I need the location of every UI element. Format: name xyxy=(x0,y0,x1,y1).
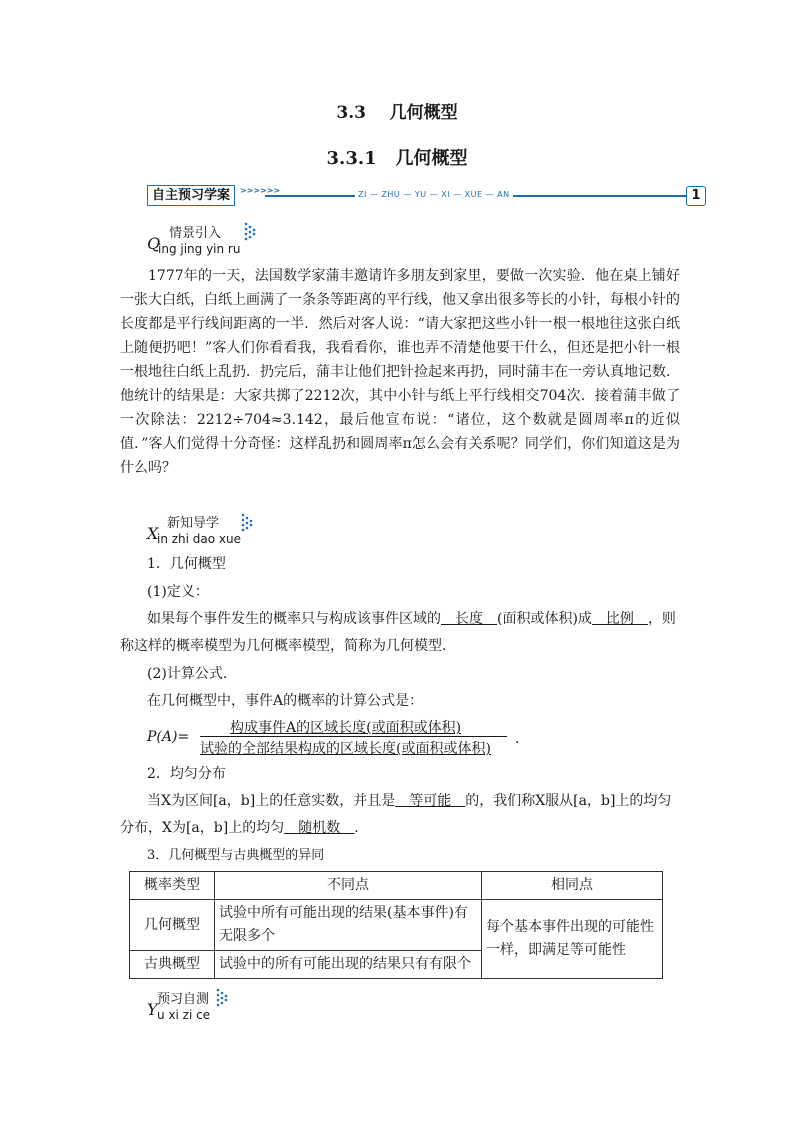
self-test-letter: Y xyxy=(147,1000,158,1019)
fraction-bar xyxy=(200,736,507,737)
table-row xyxy=(130,900,663,951)
item-2-heading: 2．均匀分布 xyxy=(147,766,226,782)
blank-equally-likely: 等可能 xyxy=(395,793,466,809)
formula-label: (2)计算公式． xyxy=(147,666,237,682)
banner-arrows: >>>>>> xyxy=(240,186,281,195)
table-header: 不同点 xyxy=(215,872,482,900)
formula-numerator: 构成事件A的区域长度(或面积或体积) xyxy=(230,720,462,736)
uniform-text-c: 分布，X为[a，b]上的均匀 xyxy=(120,820,285,836)
definition-text-a: 如果每个事件发生的概率只与构成该事件区域的 xyxy=(147,611,441,627)
uniform-line-1 xyxy=(147,789,671,813)
uniform-text-a: 当X为区间[a，b]上的任意实数，并且是 xyxy=(147,793,396,809)
table-cell-same: 每个基本事件出现的可能性一样，即满足等可能性 xyxy=(482,900,663,979)
section-title xyxy=(0,98,794,123)
uniform-line-2 xyxy=(120,816,368,840)
formula-lhs: P(A)= xyxy=(147,729,190,745)
item-1-heading: 1．几何概型 xyxy=(147,556,226,572)
formula-intro: 在几何概型中，事件A的概率的计算公式是： xyxy=(147,693,424,709)
uniform-text-d: ． xyxy=(354,820,369,836)
new-knowledge-pinyin: in zhi dao xue xyxy=(157,532,242,546)
banner-pinyin: ZI — ZHU — YU — XI — XUE — AN xyxy=(355,190,513,199)
new-knowledge-title: 新知导学 xyxy=(167,516,220,531)
table-cell-type: 几何概型 xyxy=(130,900,215,951)
intro-letter: Q xyxy=(147,234,161,253)
item-3-heading: 3．几何概型与古典概型的异同 xyxy=(147,848,325,863)
definition-line-2: 称这样的概率模型为几何概率模型，简称为几何模型． xyxy=(120,638,456,654)
definition-text-c: ，则 xyxy=(647,611,676,627)
dots-icon xyxy=(241,513,255,535)
banner-number: 1 xyxy=(686,186,706,206)
definition-text-b: (面积或体积)成 xyxy=(497,611,592,627)
banner-label: 自主预习学案 xyxy=(147,185,235,206)
blank-random-number: 随机数 xyxy=(284,820,355,836)
table-header: 相同点 xyxy=(482,872,663,900)
subsection-name: 几何概型 xyxy=(395,148,468,169)
blank-length: 长度 xyxy=(441,611,497,627)
uniform-text-b: 的，我们称X服从[a，b]上的均匀 xyxy=(465,793,672,809)
table-cell-type: 古典概型 xyxy=(130,951,215,979)
section-name: 几何概型 xyxy=(389,103,458,123)
comparison-table xyxy=(129,871,663,979)
self-test-title: 预习自测 xyxy=(157,992,210,1007)
new-knowledge-letter: X xyxy=(147,524,159,543)
dots-icon xyxy=(244,222,258,244)
intro-pinyin: ing jing yin ru xyxy=(158,242,241,256)
table-cell-diff: 试验中的所有可能出现的结果只有有限个 xyxy=(215,951,482,979)
definition-label: (1)定义： xyxy=(147,584,209,600)
section-number: 3.3 xyxy=(336,103,366,123)
subsection-title xyxy=(0,144,794,170)
formula-denominator: 试验的全部结果构成的区域长度(或面积或体积) xyxy=(200,741,491,757)
table-header-row xyxy=(130,872,663,900)
intro-title: 情景引入 xyxy=(169,226,222,241)
table-header: 概率类型 xyxy=(130,872,215,900)
intro-text: 1777年的一天，法国数学家蒲丰邀请许多朋友到家里，要做一次实验．他在桌上铺好一张大白纸，白纸上画满了一条条等距离的平行线，他又拿出很多等长的小针，每根小针的长度都是平行线间距离的一半．然后对客人说：“请大家把这些小针一根一根地往这张白纸上随便扔吧！”客人们你看看我，我看看你，谁也弄不清楚他要干什么，但还是把小针一根一根地往白纸上乱扔．扔完后，蒲丰让他们把针捡起来再扔，同时蒲丰在一旁认真地记数．他统计的结果是：大家共掷了2212次，其中小针与纸上平行线相交704次．接着蒲丰做了一次除法：2212÷704≈3.142，最后他宣布说：“诸位，这个数就是圆周率π的近似值．”客人们觉得十分奇怪：这样乱扔和圆周率π怎么会有关系呢？同学们，你们知道这是为什么吗？ xyxy=(120,268,680,476)
self-test-pinyin: u xi zi ce xyxy=(157,1008,211,1022)
dots-icon xyxy=(216,988,230,1010)
table-cell-diff: 试验中所有可能出现的结果(基本事件)有无限多个 xyxy=(215,900,482,951)
blank-ratio: 比例 xyxy=(591,611,648,627)
definition-line-1 xyxy=(147,607,676,631)
subsection-number: 3.3.1 xyxy=(326,148,377,169)
formula-end: ． xyxy=(515,731,529,747)
